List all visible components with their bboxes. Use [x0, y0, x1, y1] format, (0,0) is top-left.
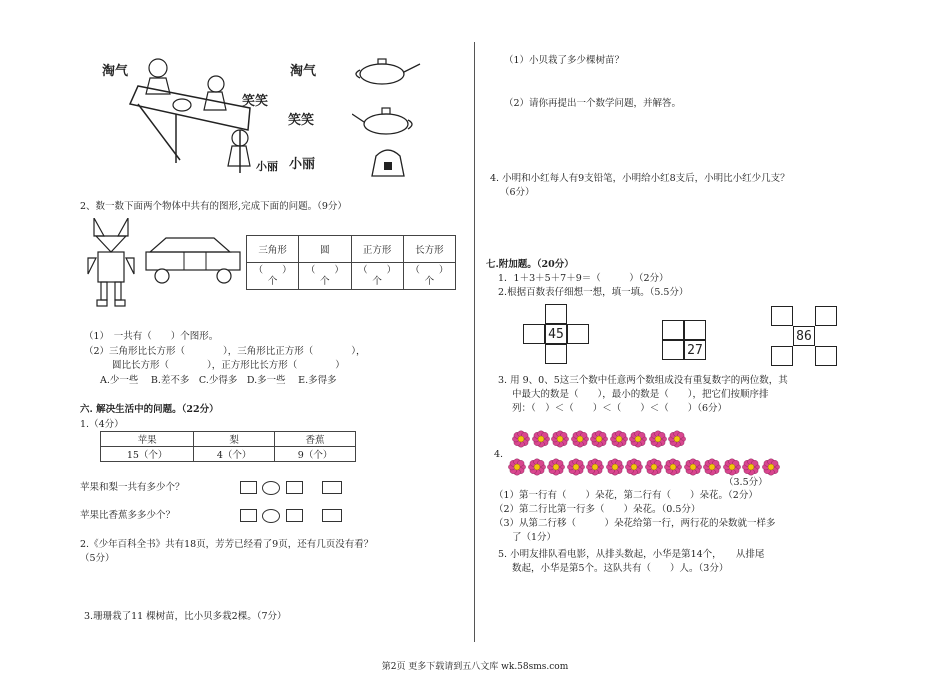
flower-icon — [610, 430, 628, 448]
q7-5a: 5. 小明友排队看电影，从排头数起，小华是第14个， 从排尾 — [498, 549, 765, 560]
flower-icon — [649, 430, 667, 448]
q2-1: （1） 一共有（ ）个图形。 — [84, 331, 219, 342]
flower-icon — [547, 458, 565, 476]
answer-box[interactable] — [322, 481, 342, 494]
grid-cell[interactable] — [662, 340, 684, 360]
header-circle: 圆 — [299, 236, 351, 263]
q6-1a: 苹果和梨一共有多少个？ — [80, 482, 185, 493]
flower-icon — [664, 458, 682, 476]
grid-cell[interactable] — [771, 346, 793, 366]
q6-2a: 2.《少年百科全书》共有18页，芳芳已经看了9页，还有几页没有看？ — [80, 539, 374, 550]
q2-2a: （2）三角形比长方形（ ），三角形比正方形（ ）， — [84, 346, 366, 357]
value-pear: 4（个） — [194, 447, 275, 462]
answer-box[interactable] — [240, 509, 257, 522]
flower-icon — [567, 458, 585, 476]
flower-icon — [762, 458, 780, 476]
flower-icon — [508, 458, 526, 476]
q7-3c: 列：（ ）＜（ ）＜（ ）＜（ ）（6分） — [512, 403, 728, 414]
flower-icon — [668, 430, 686, 448]
answer-box[interactable] — [322, 509, 342, 522]
teapot-side-view — [352, 56, 424, 86]
cell-triangle[interactable]: （ ）个 — [247, 263, 299, 290]
flower-icon — [532, 430, 550, 448]
grid-cell[interactable] — [662, 320, 684, 340]
page-footer: 第2页 更多下载请到五八文库 wk.58sms.com — [381, 662, 569, 672]
teapot-front-view — [352, 104, 424, 136]
header-square: 正方形 — [351, 236, 403, 263]
operator-circle[interactable] — [262, 509, 280, 523]
q6-1b: 苹果比香蕉多多少个？ — [80, 510, 176, 521]
label-xiaoxiao-view: 笑笑 — [288, 113, 315, 128]
shape-count-table — [246, 235, 456, 290]
cell-rectangle[interactable]: （ ）个 — [403, 263, 455, 290]
fruit-table — [100, 431, 356, 462]
q6-1: 1.（4分） — [80, 419, 124, 430]
flower-icon — [512, 430, 530, 448]
flower-icon — [684, 458, 702, 476]
label-taoqi: 淘气 — [102, 64, 129, 79]
answer-box[interactable] — [286, 509, 303, 522]
flower-icon — [703, 458, 721, 476]
teapot-top-view — [368, 144, 408, 182]
r2: （2）请你再提出一个数学问题，并解答。 — [504, 98, 682, 109]
section-6-title: 六. 解决生活中的问题。（22分） — [80, 404, 219, 415]
header-apple: 苹果 — [101, 432, 194, 447]
q2-options: A.少一些 B.差不多 C.少得多 D.多一些 E.多得多 — [100, 375, 337, 386]
r1: （1）小贝栽了多少棵树苗？ — [504, 55, 625, 66]
car-shapes-figure — [144, 236, 244, 286]
q7-5b: 数起，小华是第5个。这队共有（ ）人。（3分） — [512, 563, 729, 574]
header-pear: 梨 — [194, 432, 275, 447]
flower-icon — [742, 458, 760, 476]
flower-icon — [645, 458, 663, 476]
q7-4-1: （1）第一行有（ ）朵花，第二行有（ ）朵花。（2分） — [494, 490, 758, 501]
grid-cell-given: 27 — [684, 340, 706, 360]
flower-icon — [590, 430, 608, 448]
flower-icon — [723, 458, 741, 476]
flower-icon — [571, 430, 589, 448]
flower-icon — [586, 458, 604, 476]
label-xiaoxiao: 笑笑 — [242, 94, 269, 109]
q7-2: 2.根据百数表仔细想一想，填一填。（5.5分） — [498, 287, 689, 298]
q6-3: 3.珊珊栽了11 棵树苗，比小贝多栽2棵。（7分） — [84, 611, 287, 622]
answer-box[interactable] — [286, 481, 303, 494]
operator-circle[interactable] — [262, 481, 280, 495]
header-rectangle: 长方形 — [403, 236, 455, 263]
grid-cell[interactable] — [684, 320, 706, 340]
q7-3a: 3. 用 9、0、5这三个数中任意两个数组成没有重复数字的两位数，其 — [498, 375, 788, 386]
q7-4-3a: （3）从第二行移（ ）朵花给第一行，两行花的朵数就一样多 — [494, 518, 776, 529]
r4a: 4. 小明和小红每人有9支铅笔，小明给小红8支后，小明比小红少几支？ — [490, 173, 790, 184]
answer-box[interactable] — [240, 481, 257, 494]
flower-icon — [629, 430, 647, 448]
label-taoqi-view: 淘气 — [290, 64, 317, 79]
q6-2b: （5分） — [80, 553, 115, 564]
cell-circle[interactable]: （ ）个 — [299, 263, 351, 290]
value-banana: 9（个） — [275, 447, 356, 462]
grid-cell-given: 86 — [793, 326, 815, 346]
r4b: （6分） — [500, 187, 535, 198]
robot-shapes-figure — [84, 218, 144, 308]
section-7-title: 七.附加题。（20分） — [486, 259, 574, 270]
q7-4-points: （3.5分） — [724, 477, 768, 488]
label-xiaoli-small: 小丽 — [256, 160, 278, 173]
q7-4-2: （2）第二行比第一行多（ ）朵花。（0.5分） — [494, 504, 701, 515]
grid-cell-given: 45 — [545, 324, 567, 344]
grid-cell[interactable] — [523, 324, 545, 344]
grid-cell[interactable] — [771, 306, 793, 326]
column-divider — [474, 42, 475, 642]
q7-4: 4. — [494, 449, 504, 460]
grid-cell[interactable] — [567, 324, 589, 344]
flower-icon — [625, 458, 643, 476]
q2-2b: 圆比长方形（ ），正方形比长方形（ ） — [112, 360, 345, 371]
label-xiaoli: 小丽 — [289, 157, 316, 172]
value-apple: 15（个） — [101, 447, 194, 462]
header-banana: 香蕉 — [275, 432, 356, 447]
grid-cell[interactable] — [545, 304, 567, 324]
flower-icon — [551, 430, 569, 448]
flower-icon — [606, 458, 624, 476]
q2-title: 2、数一数下面两个物体中共有的图形,完成下面的问题。（9分） — [80, 201, 347, 212]
q7-3b: 中最大的数是（ ），最小的数是（ ），把它们按顺序排 — [512, 389, 769, 400]
flower-icon — [528, 458, 546, 476]
grid-cell[interactable] — [815, 346, 837, 366]
q7-4-3b: 了（1分） — [512, 532, 557, 543]
grid-cell[interactable] — [815, 306, 837, 326]
header-triangle: 三角形 — [247, 236, 299, 263]
grid-cell[interactable] — [545, 344, 567, 364]
cell-square[interactable]: （ ）个 — [351, 263, 403, 290]
q7-1: 1．1＋3＋5＋7＋9＝（ ）（2分） — [498, 273, 669, 284]
